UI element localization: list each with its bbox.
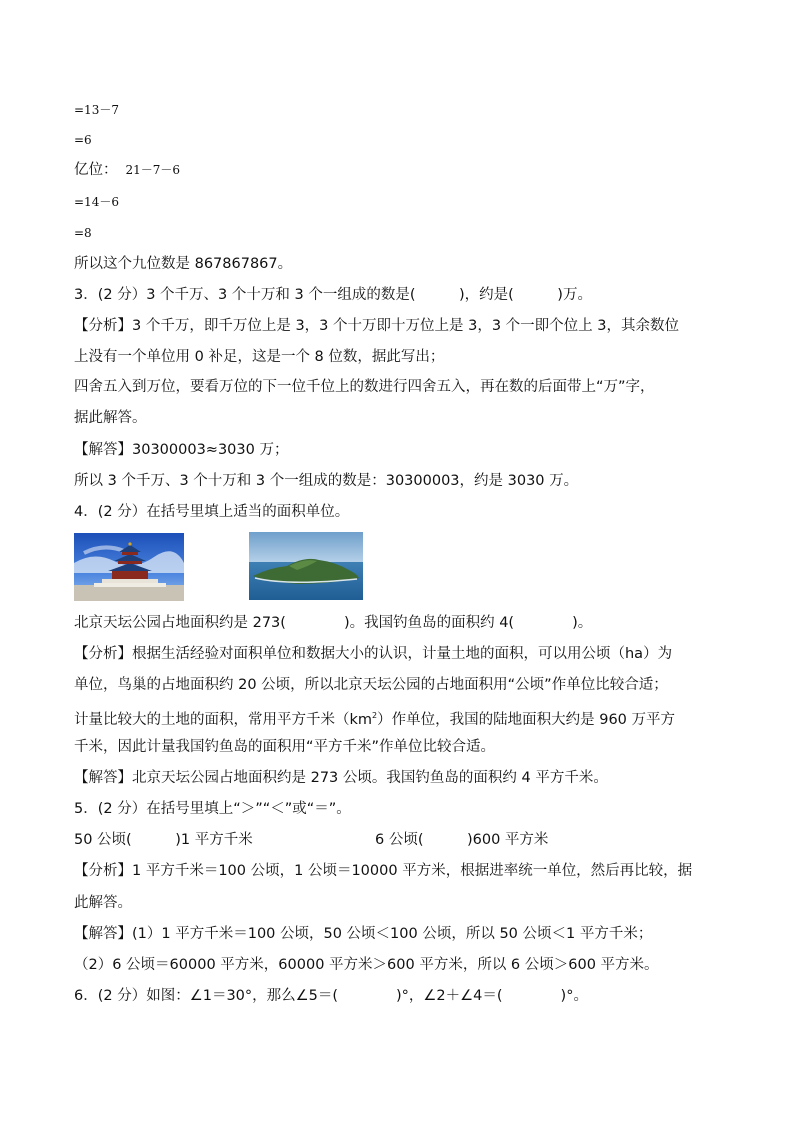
yi-wei-label: 亿位： [74, 162, 118, 178]
q4-question: 北京天坛公园占地面积约是 273( )。我国钓鱼岛的面积约 4( )。 [74, 615, 593, 631]
q4-analysis-line-2: 单位，鸟巢的占地面积约 20 公顷，所以北京天坛公园的占地面积用“公顷”作单位比较合适； [74, 677, 668, 693]
q3-analysis-line-1: 【分析】3 个千万，即千万位上是 3，3 个十万即十万位上是 3，3 个一即个位上 3，其余数位 [74, 318, 680, 334]
calc-line-2: =6 [74, 133, 92, 147]
q5-answer-line-2: （2）6 公顷＝60000 平方米，60000 平方米＞600 平方米，所以 6 公顷＞600 平方米。 [74, 957, 659, 973]
diaoyu-island-photo [249, 532, 363, 600]
q4-analysis-line-4: 千米，因此计量我国钓鱼岛的面积用“平方千米”作单位比较合适。 [74, 739, 496, 755]
q5-title: 5．(2 分）在括号里填上“＞”“＜”或“＝”。 [74, 801, 351, 817]
q3-title: 3．(2 分）3 个千万、3 个十万和 3 个一组成的数是( )，约是( )万。 [74, 287, 592, 303]
q4-title: 4．(2 分）在括号里填上适当的面积单位。 [74, 504, 350, 520]
calc-line-1: =13－7 [74, 103, 119, 117]
q5-analysis-line-2: 此解答。 [74, 895, 132, 911]
km-squared-superscript: 2 [372, 711, 378, 720]
calc-line-5: =8 [74, 226, 92, 240]
calc-line-4: =14－6 [74, 195, 119, 209]
q5-item-2: 6 公顷( )600 平方米 [375, 832, 549, 848]
q3-analysis-line-3: 四舍五入到万位，要看万位的下一位千位上的数进行四舍五入，再在数的后面带上“万”字， [74, 379, 655, 395]
q5-answer-line-1: 【解答】(1）1 平方千米＝100 公顷，50 公顷＜100 公顷，所以 50 公顷＜1 平方千米； [74, 926, 653, 942]
q4-answer: 【解答】北京天坛公园占地面积约是 273 公顷。我国钓鱼岛的面积约 4 平方千米。 [74, 770, 608, 786]
yi-wei-expression: 21－7－6 [125, 163, 181, 177]
q4-analysis-line-3-pre: 计量比较大的土地的面积，常用平方千米（km [74, 711, 373, 728]
calc-conclusion: 所以这个九位数是 867867867。 [74, 256, 293, 272]
temple-of-heaven-photo [74, 533, 184, 601]
q5-analysis-line-1: 【分析】1 平方千米＝100 公顷，1 公顷＝10000 平方米，根据进率统一单位，然后再比较，据 [74, 863, 693, 879]
q4-analysis-line-1: 【分析】根据生活经验对面积单位和数据大小的认识，计量土地的面积，可以用公顷（ha）为 [74, 646, 673, 662]
q3-analysis-line-4: 据此解答。 [74, 410, 147, 426]
q6-title: 6．(2 分）如图：∠1＝30°，那么∠5＝( )°，∠2＋∠4＝( )°。 [74, 988, 588, 1004]
q3-analysis-line-2: 上没有一个单位用 0 补足，这是一个 8 位数，据此写出； [74, 349, 445, 365]
q3-answer-line-1: 【解答】30300003≈3030 万； [74, 442, 289, 458]
q3-answer-line-2: 所以 3 个千万、3 个十万和 3 个一组成的数是：30300003，约是 3030 万。 [74, 473, 579, 489]
q5-item-1: 50 公顷( )1 平方千米 [74, 832, 253, 848]
q4-analysis-line-3 [74, 706, 675, 730]
calc-line-3 [74, 160, 180, 180]
q4-analysis-line-3-post: ）作单位，我国的陆地面积大约是 960 万平方 [377, 711, 676, 728]
